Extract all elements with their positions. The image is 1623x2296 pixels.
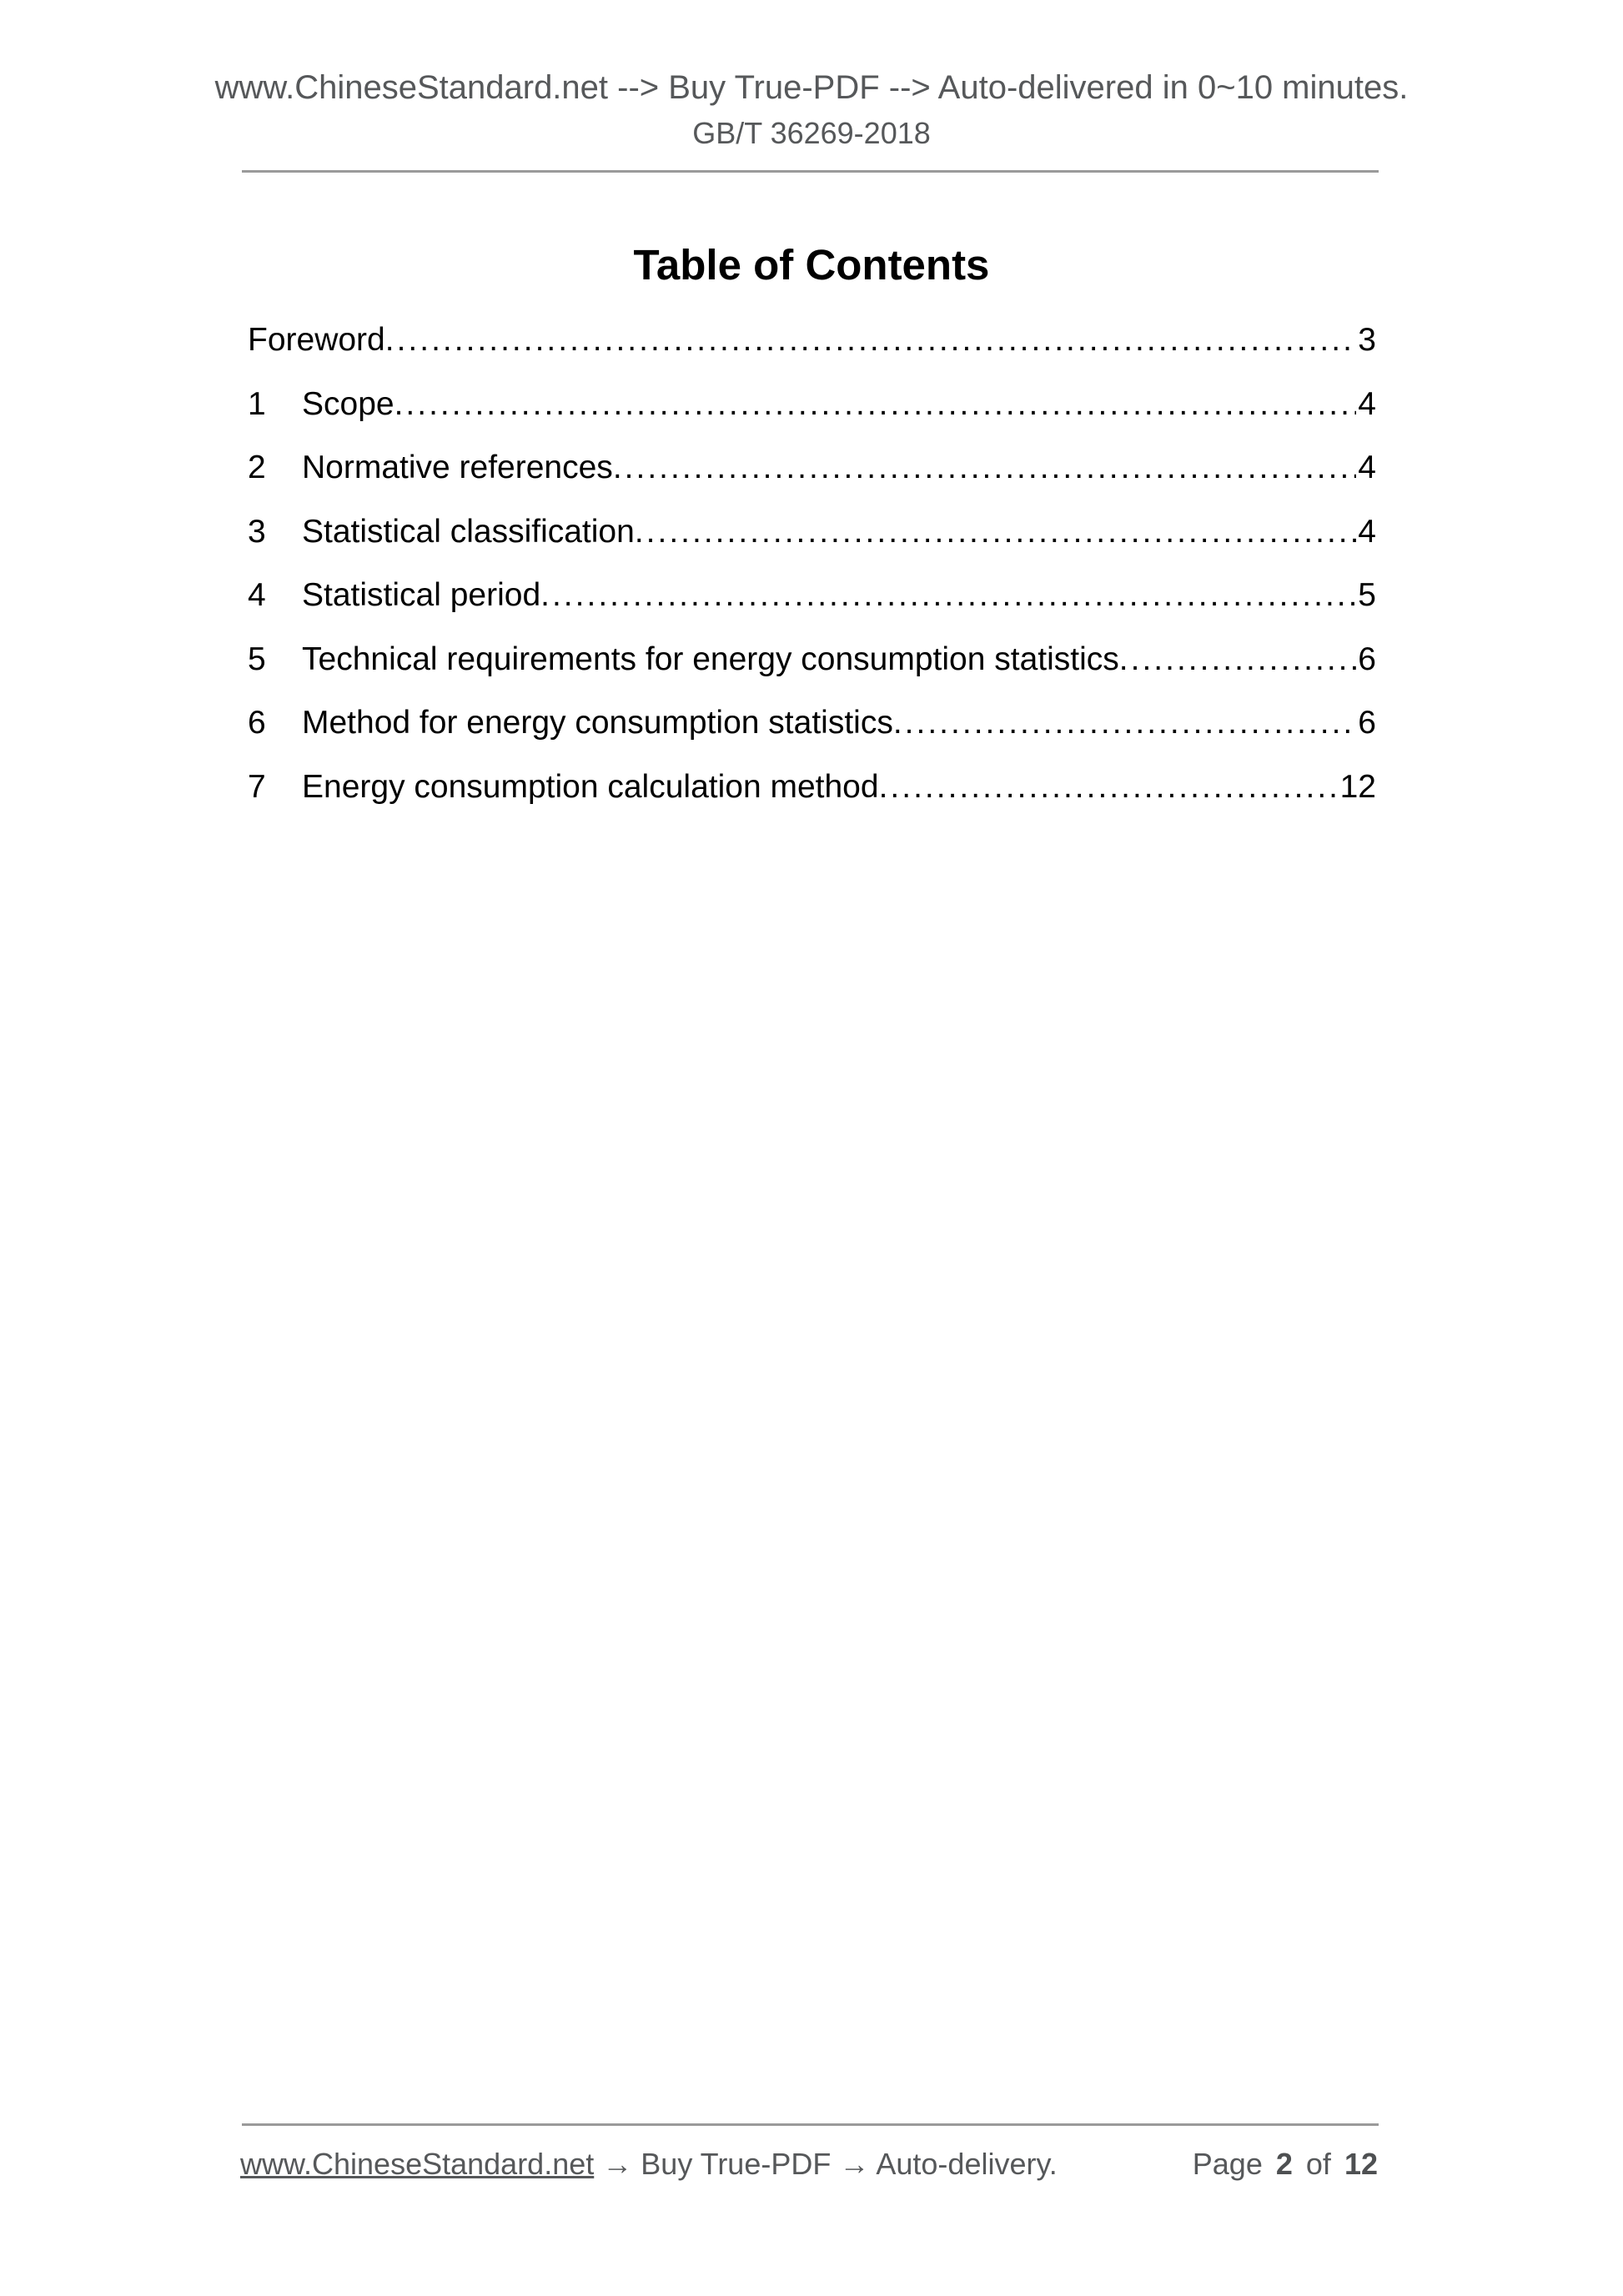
toc-entry-number: 5 xyxy=(248,641,266,677)
toc-entry xyxy=(248,449,1376,513)
toc-entry-number: 1 xyxy=(248,385,266,422)
toc-entry-page-number: 12 xyxy=(1339,768,1376,805)
toc-entry xyxy=(248,704,1376,768)
footer-page-indicator xyxy=(1193,2146,1378,2183)
toc-entry xyxy=(248,641,1376,705)
toc-entry-dot-leader xyxy=(613,449,1356,486)
footer-of-label: of xyxy=(1305,2147,1331,2181)
toc-entry-dot-leader xyxy=(394,385,1357,423)
toc-entry xyxy=(248,385,1376,450)
toc-entry-number: 7 xyxy=(248,768,266,805)
header-promo-text: www.ChineseStandard.net --> Buy True-PDF --> Auto-delivered in 0~10 minutes. xyxy=(214,69,1409,106)
footer-promo xyxy=(240,2146,1058,2183)
toc-entry-page-number: 5 xyxy=(1358,577,1376,613)
header-divider-line xyxy=(242,170,1379,173)
toc-entry xyxy=(248,513,1376,577)
toc-entry-label: Statistical period xyxy=(302,577,541,613)
right-arrow-icon: → xyxy=(839,2147,870,2181)
toc-entry-dot-leader xyxy=(385,321,1357,359)
toc-entry-label: Statistical classification xyxy=(302,513,635,550)
footer-current-page-number: 2 xyxy=(1275,2147,1293,2181)
footer-step-delivery: Auto-delivery. xyxy=(876,2147,1058,2181)
toc-entry-number: 3 xyxy=(248,513,266,550)
toc-entry-label: Technical requirements for energy consumption statistics xyxy=(302,641,1119,677)
toc-entry-page-number: 4 xyxy=(1358,385,1376,422)
toc-entry-page-number: 6 xyxy=(1358,705,1376,741)
footer xyxy=(240,2146,1378,2183)
table-of-contents xyxy=(248,321,1376,831)
toc-entry-dot-leader xyxy=(1119,641,1357,678)
footer-page-label: Page xyxy=(1192,2147,1263,2181)
toc-entry-dot-leader xyxy=(893,704,1356,741)
toc-entry-label: Foreword xyxy=(248,322,385,358)
footer-website-link[interactable]: www.ChineseStandard.net xyxy=(240,2147,595,2181)
page-title: Table of Contents xyxy=(633,241,990,289)
toc-entry-number: 4 xyxy=(248,577,266,613)
toc-entry xyxy=(248,321,1376,385)
footer-step-buy: Buy True-PDF xyxy=(641,2147,832,2181)
toc-entry-page-number: 3 xyxy=(1358,322,1376,358)
toc-entry-dot-leader xyxy=(635,513,1356,550)
toc-entry xyxy=(248,576,1376,641)
header-standard-code: GB/T 36269-2018 xyxy=(692,116,931,150)
toc-entry-page-number: 4 xyxy=(1358,513,1376,550)
toc-entry-number: 6 xyxy=(248,705,266,741)
toc-entry-number: 2 xyxy=(248,450,266,485)
toc-entry-dot-leader xyxy=(540,576,1356,614)
toc-entry-label: Energy consumption calculation method xyxy=(302,768,879,805)
toc-entry-dot-leader xyxy=(879,768,1339,806)
toc-entry-label: Normative references xyxy=(302,450,613,485)
toc-entry-page-number: 6 xyxy=(1358,641,1376,677)
footer-total-page-number: 12 xyxy=(1344,2147,1378,2181)
toc-entry-label: Scope xyxy=(302,385,394,422)
footer-divider-line xyxy=(242,2123,1379,2126)
toc-entry-label: Method for energy consumption statistics xyxy=(302,705,893,741)
toc-entry xyxy=(248,768,1376,832)
right-arrow-icon: → xyxy=(602,2147,633,2181)
toc-entry-page-number: 4 xyxy=(1358,450,1376,485)
